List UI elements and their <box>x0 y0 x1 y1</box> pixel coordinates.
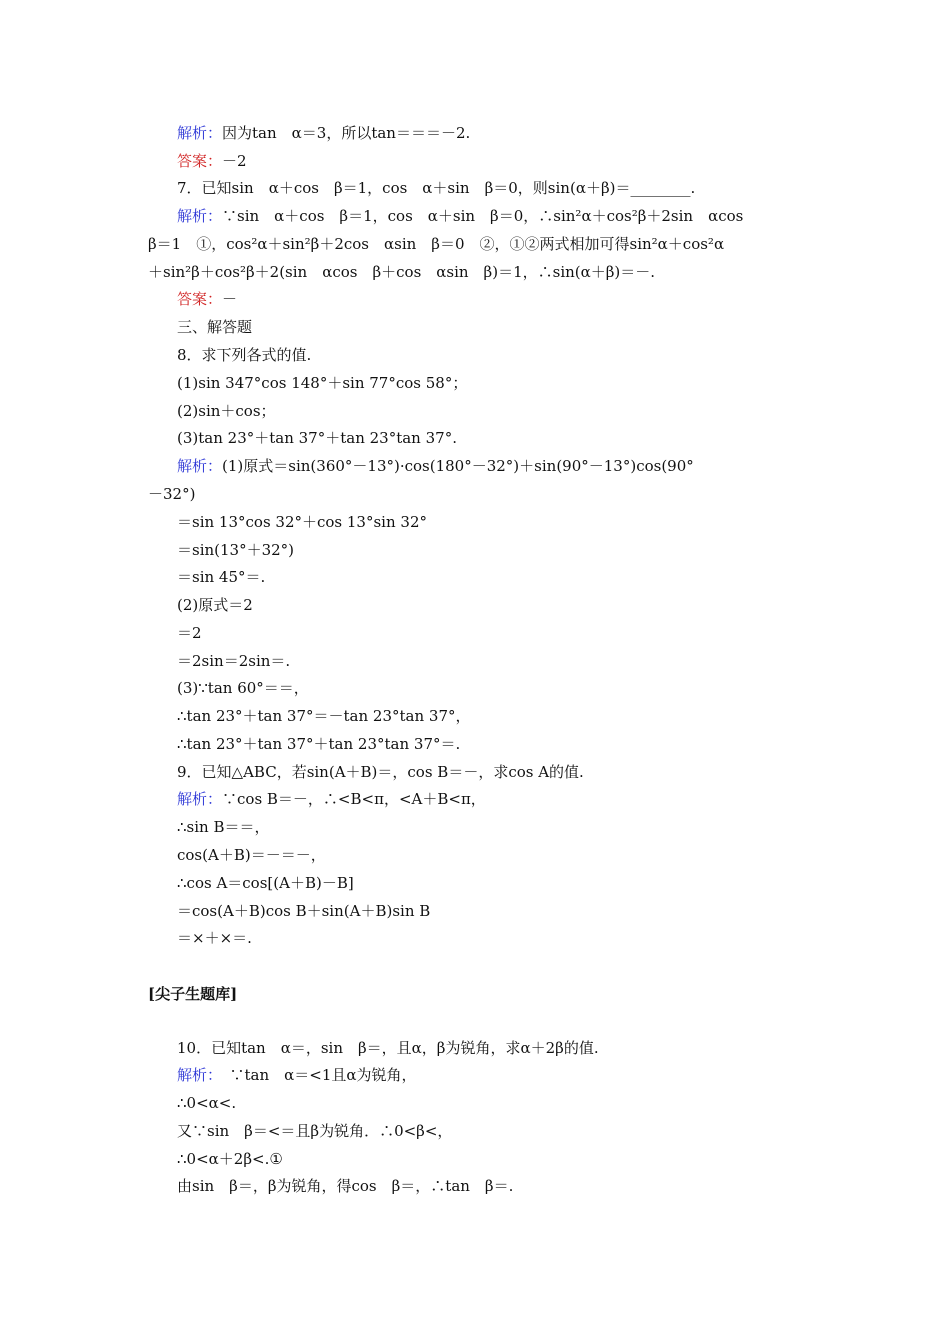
line-text: 因为tan α＝3，所以tan＝＝＝－2. <box>222 124 471 142</box>
line-4 <box>177 206 743 226</box>
line-37 <box>177 1176 513 1196</box>
line-text: － <box>222 290 238 308</box>
section-heading <box>177 317 252 337</box>
line-text: ∵tan α＝<1且α为锐角， <box>214 1066 417 1084</box>
line-17 <box>177 567 265 587</box>
line-23 <box>177 734 460 754</box>
section-title <box>148 984 237 1004</box>
analysis-label: 解析： <box>177 124 223 142</box>
line-29 <box>177 901 430 921</box>
line-27 <box>177 845 326 865</box>
answer-label: 答案： <box>177 152 223 170</box>
question-8 <box>177 345 311 365</box>
line-text: ∴0<α<. <box>177 1094 237 1112</box>
line-14 <box>148 484 195 504</box>
line-35 <box>177 1121 452 1141</box>
analysis-label: 解析： <box>177 207 223 225</box>
line-36 <box>177 1149 283 1169</box>
line-19 <box>177 623 202 643</box>
line-22 <box>177 706 471 726</box>
line-text: ∵sin α＋cos β＝1，cos α＋sin β＝0，∴sin²α＋cos²β＋2sin αcos <box>222 207 744 225</box>
analysis-label: 解析： <box>177 457 223 475</box>
analysis-label: 解析： <box>177 790 223 808</box>
line-15 <box>177 512 427 532</box>
line-text: ＋sin²β＋cos²β＋2(sin αcos β＋cos αsin β)＝1，∴sin(α＋β)＝－. <box>148 263 656 281</box>
question-9 <box>177 762 584 782</box>
line-text: －2 <box>222 152 247 170</box>
line-2 <box>177 151 247 171</box>
line-text: ＝2sin＝2sin＝. <box>177 652 291 670</box>
analysis-label: 解析： <box>177 1066 215 1084</box>
line-text: ＝sin 13°cos 32°＋cos 13°sin 32° <box>177 513 427 531</box>
question-10 <box>177 1038 599 1058</box>
line-33 <box>177 1065 417 1085</box>
line-5 <box>148 234 724 254</box>
line-text: 10．已知tan α＝，sin β＝，且α，β为锐角，求α＋2β的值. <box>177 1039 599 1057</box>
line-text: 由sin β＝，β为锐角，得cos β＝，∴tan β＝. <box>177 1177 514 1195</box>
line-text: ＝sin 45°＝. <box>177 568 266 586</box>
line-text: ∴cos A＝cos[(A＋B)－B] <box>177 874 354 892</box>
line-text: ∵cos B＝－，∴<B<π，<A＋B<π， <box>222 790 486 808</box>
line-text: 三、解答题 <box>177 318 253 336</box>
line-text: (3)tan 23°＋tan 37°＋tan 23°tan 37°. <box>177 429 457 447</box>
line-16 <box>177 540 294 560</box>
answer-label: 答案： <box>177 290 223 308</box>
line-20 <box>177 651 290 671</box>
line-text: [尖子生题库] <box>148 985 238 1003</box>
line-text: β＝1 ①，cos²α＋sin²β＋2cos αsin β＝0 ②，①②两式相加可得sin²α＋cos²α <box>148 235 725 253</box>
line-10 <box>177 373 467 393</box>
line-text: 又∵sin β＝<＝且β为锐角．∴0<β<， <box>177 1122 453 1140</box>
line-11 <box>177 401 276 421</box>
line-13 <box>177 456 694 476</box>
line-text: (2)原式＝2 <box>177 596 253 614</box>
line-text: 9．已知△ABC，若sin(A＋B)＝，cos B＝－，求cos A的值. <box>177 763 584 781</box>
line-6 <box>148 262 655 282</box>
line-1 <box>177 123 470 143</box>
line-text: (1)原式＝sin(360°－13°)·cos(180°－32°)＋sin(90°－13°)cos(90° <box>222 457 694 475</box>
line-text: ＝×＋×＝. <box>177 929 252 947</box>
line-text: －32°) <box>148 485 196 503</box>
line-text: (1)sin 347°cos 148°＋sin 77°cos 58°； <box>177 374 468 392</box>
line-text: ∴sin B＝＝， <box>177 818 270 836</box>
line-28 <box>177 873 354 893</box>
line-30 <box>177 928 252 948</box>
line-12 <box>177 428 457 448</box>
line-text: ∴0<α＋2β<.① <box>177 1150 283 1168</box>
line-text: ∴tan 23°＋tan 37°＝－tan 23°tan 37°， <box>177 707 471 725</box>
question-7 <box>177 178 695 198</box>
line-21 <box>177 678 309 698</box>
line-text: ＝2 <box>177 624 202 642</box>
line-text: ＝cos(A＋B)cos B＋sin(A＋B)sin B <box>177 902 431 920</box>
line-18 <box>177 595 253 615</box>
line-text: (2)sin＋cos； <box>177 402 276 420</box>
line-text: ＝sin(13°＋32°) <box>177 541 295 559</box>
line-text: 8．求下列各式的值. <box>177 346 312 364</box>
line-text: (3)∵tan 60°＝＝， <box>177 679 309 697</box>
line-25 <box>177 789 486 809</box>
line-7 <box>177 289 237 309</box>
line-26 <box>177 817 270 837</box>
line-text: 7．已知sin α＋cos β＝1，cos α＋sin β＝0，则sin(α＋β)＝________. <box>177 179 696 197</box>
line-text: cos(A＋B)＝－＝－， <box>177 846 326 864</box>
line-text: ∴tan 23°＋tan 37°＋tan 23°tan 37°＝. <box>177 735 461 753</box>
line-34 <box>177 1093 236 1113</box>
